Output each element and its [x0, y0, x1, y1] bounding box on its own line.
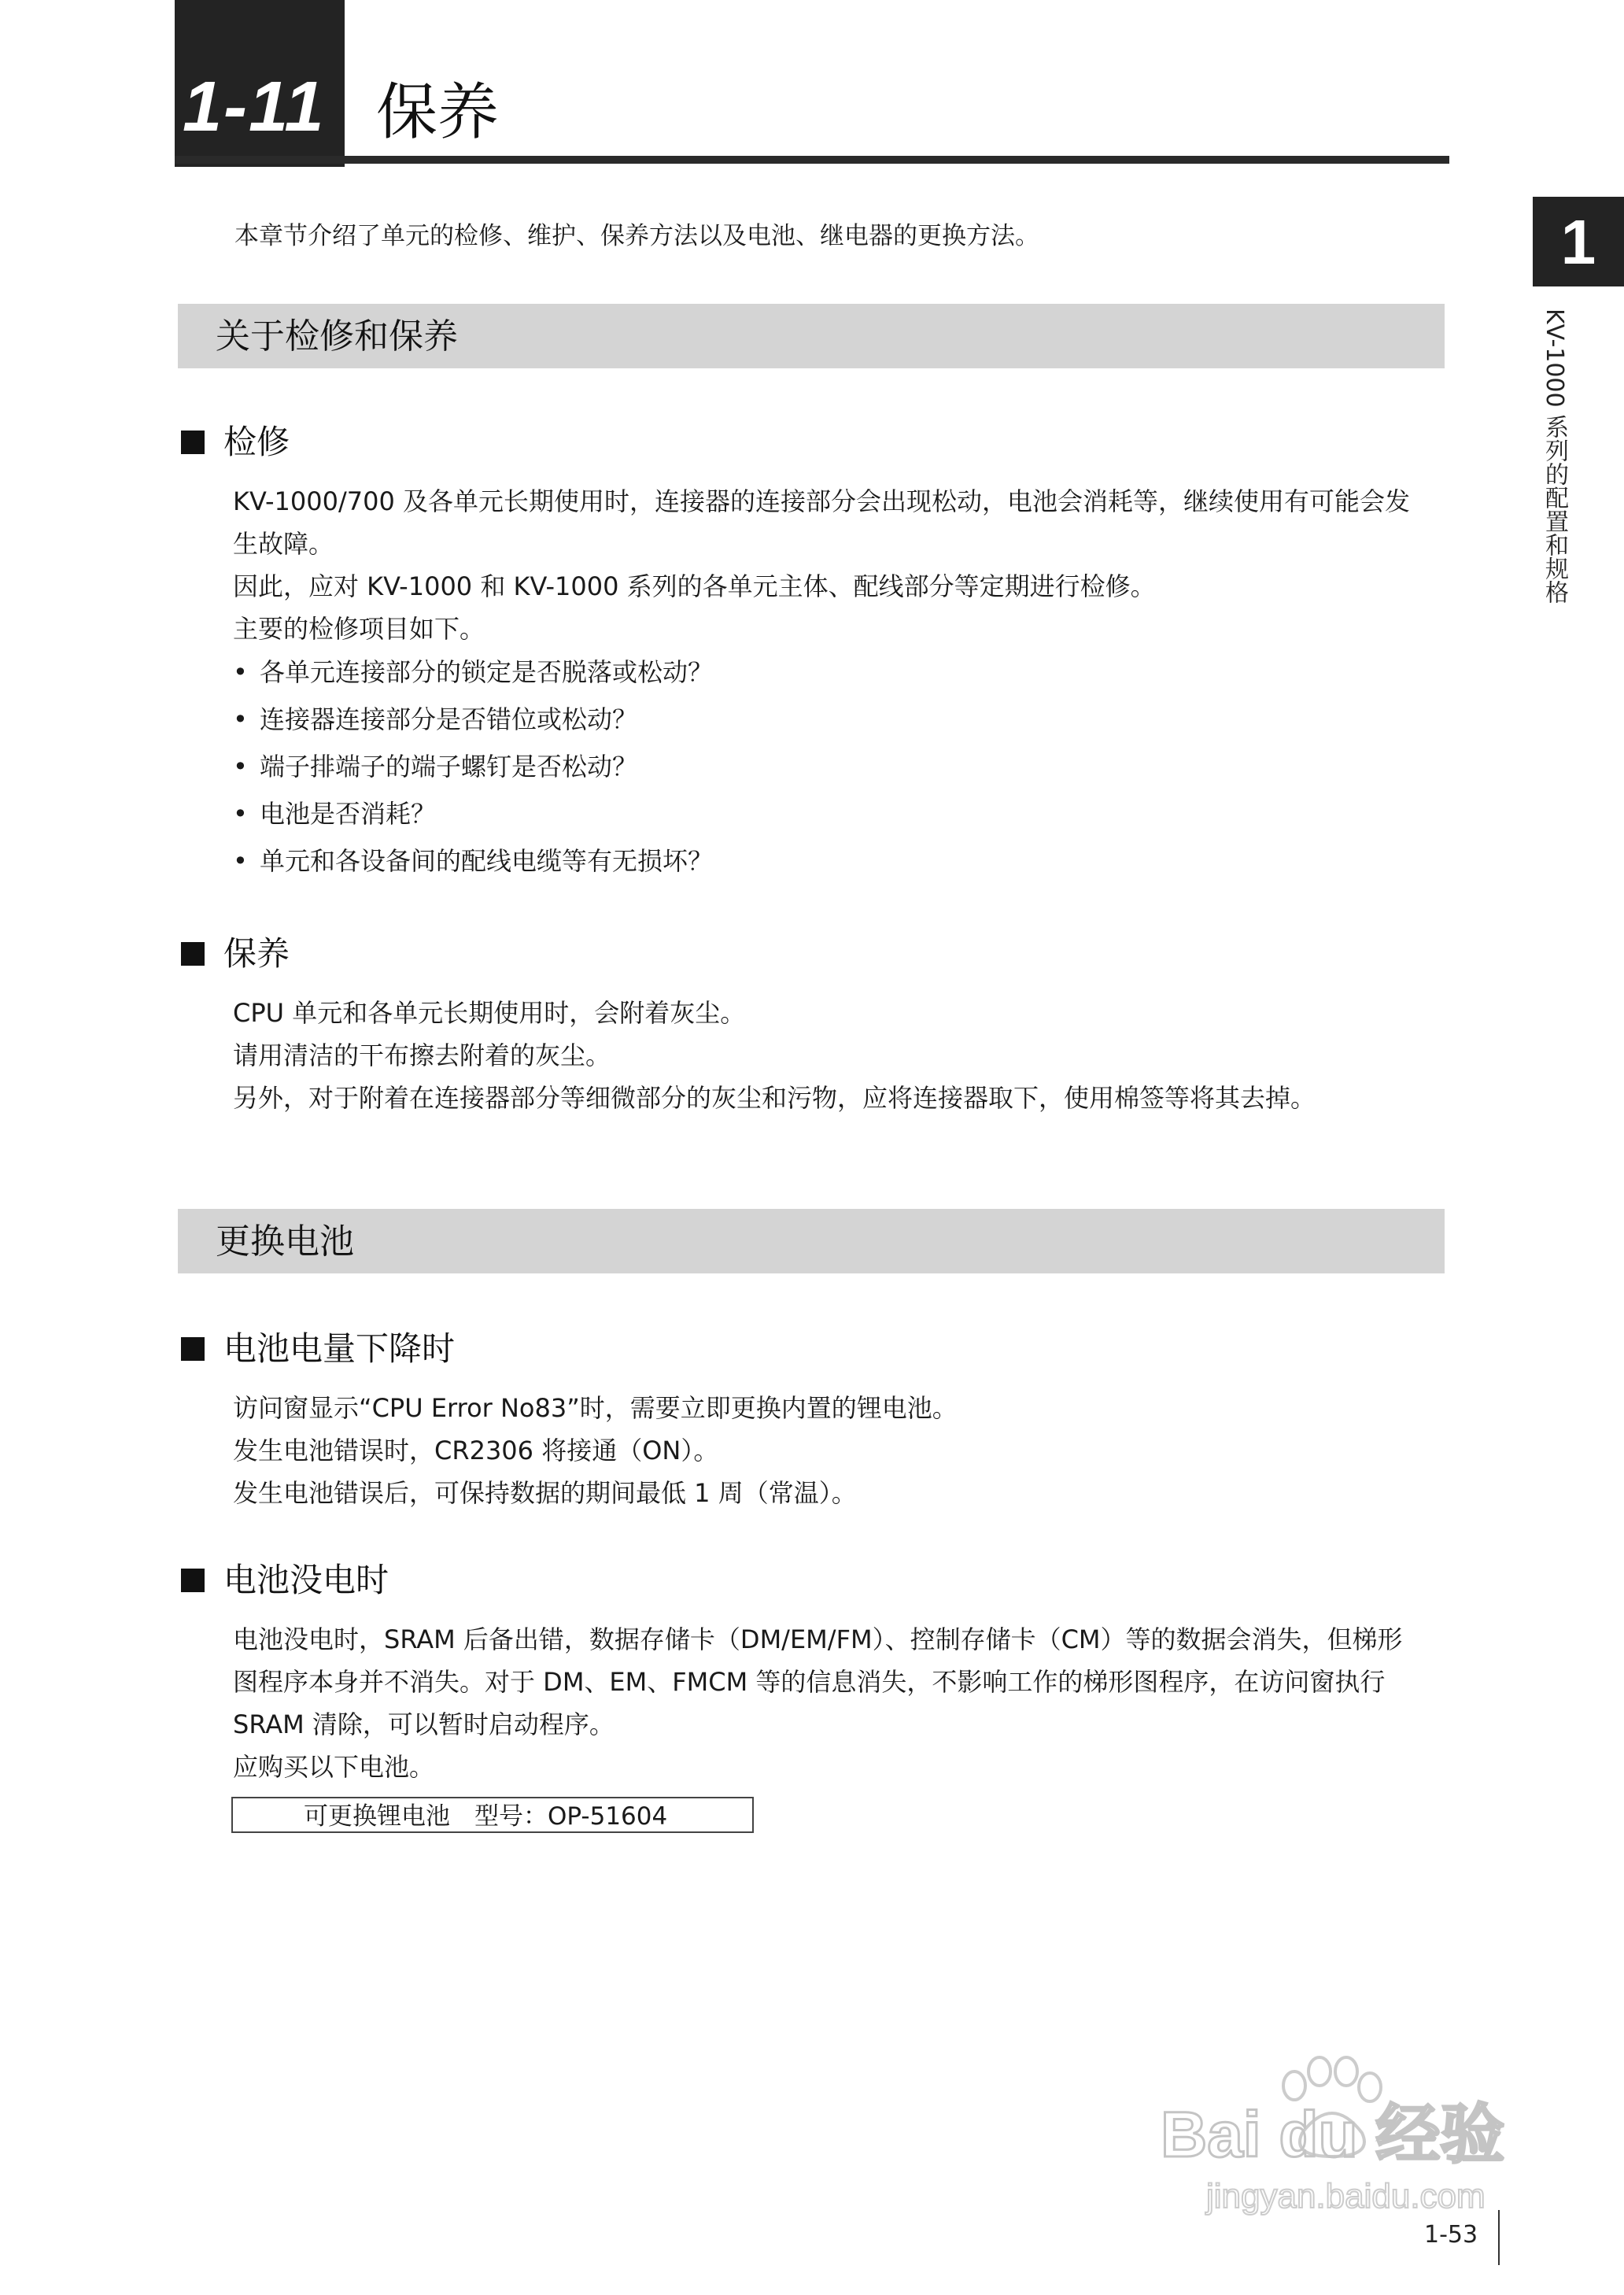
subheading-text: 检修 — [223, 423, 290, 461]
paragraph-line: 应购买以下电池。 — [233, 1752, 435, 1782]
subheading-inspection — [181, 422, 290, 463]
bullet-dot-icon: • — [233, 752, 248, 782]
low-battery-paragraphs — [233, 1387, 1452, 1514]
dead-battery-paragraphs — [233, 1618, 1452, 1788]
list-item: • 各单元连接部分的锁定是否脱落或松动？ — [233, 649, 1413, 696]
list-item: • 连接器连接部分是否错位或松动？ — [233, 696, 1413, 743]
side-tab-number: 1 — [1560, 207, 1596, 277]
inspection-paragraphs — [233, 480, 1452, 650]
paragraph-line: 生故障。 — [233, 529, 334, 559]
inspection-checklist — [233, 649, 1413, 885]
paragraph-line: 主要的检修项目如下。 — [233, 614, 485, 644]
paragraph-line: 图程序本身并不消失。对于 DM、EM、FMCM 等的信息消失，不影响工作的梯形图程序，在访问窗执行 — [233, 1667, 1386, 1697]
subheading-text: 保养 — [223, 934, 290, 973]
bullet-dot-icon: • — [233, 657, 248, 687]
intro-text: 本章节介绍了单元的检修、维护、保养方法以及电池、继电器的更换方法。 — [234, 222, 1039, 250]
square-bullet-icon — [181, 942, 205, 966]
chapter-number: 1-11 — [183, 68, 326, 146]
square-bullet-icon — [181, 431, 205, 454]
paragraph-line: 另外，对于附着在连接器部分等细微部分的灰尘和污物，应将连接器取下，使用棉签等将其去掉。 — [233, 1083, 1316, 1113]
watermark-url: jingyan.baidu.com — [1206, 2177, 1486, 2216]
watermark-brand: Bai du 经验 — [1161, 2099, 1505, 2171]
subheading-maintenance — [181, 933, 290, 974]
chapter-rule — [175, 156, 1449, 164]
list-item: • 单元和各设备间的配线电缆等有无损坏？ — [233, 837, 1413, 885]
square-bullet-icon — [181, 1337, 205, 1361]
paragraph-line: SRAM 清除，可以暂时启动程序。 — [233, 1709, 615, 1739]
bullet-dot-icon: • — [233, 846, 248, 876]
page-number-rule — [1498, 2210, 1500, 2265]
subheading-low-battery — [181, 1329, 455, 1369]
maintenance-paragraphs — [233, 992, 1452, 1119]
paragraph-line: 因此，应对 KV-1000 和 KV-1000 系列的各单元主体、配线部分等定期进行检修。 — [233, 571, 1156, 601]
page-number: 1-53 — [1424, 2221, 1478, 2249]
section-title: 更换电池 — [216, 1221, 354, 1262]
side-tab-label: KV-1000 系列的配置和规格 — [1541, 309, 1568, 604]
section-bar-battery-replacement — [178, 1209, 1445, 1273]
battery-model-box: 可更换锂电池 型号：OP-51604 — [231, 1797, 754, 1833]
list-item: • 端子排端子的端子螺钉是否松动？ — [233, 743, 1413, 790]
subheading-text: 电池没电时 — [223, 1561, 389, 1599]
bullet-dot-icon: • — [233, 799, 248, 829]
paragraph-line: 访问窗显示“CPU Error No83”时，需要立即更换内置的锂电池。 — [233, 1393, 958, 1423]
chapter-title: 保养 — [376, 77, 500, 148]
paragraph-line: 请用清洁的干布擦去附着的灰尘。 — [233, 1040, 611, 1070]
section-bar-inspection-maintenance — [178, 304, 1445, 368]
subheading-text: 电池电量下降时 — [223, 1329, 456, 1368]
square-bullet-icon — [181, 1569, 205, 1592]
bullet-dot-icon: • — [233, 704, 248, 734]
paragraph-line: 发生电池错误时，CR2306 将接通（ON）。 — [233, 1436, 719, 1465]
paragraph-line: CPU 单元和各单元长期使用时，会附着灰尘。 — [233, 998, 746, 1028]
list-item: • 电池是否消耗？ — [233, 790, 1413, 837]
section-title: 关于检修和保养 — [216, 316, 458, 357]
baidu-watermark — [1145, 2038, 1538, 2219]
subheading-dead-battery — [181, 1560, 389, 1601]
paragraph-line: 电池没电时，SRAM 后备出错，数据存储卡（DM/EM/FM）、控制存储卡（CM）等的数据会消失，但梯形 — [233, 1624, 1403, 1654]
paragraph-line: KV-1000/700 及各单元长期使用时，连接器的连接部分会出现松动，电池会消耗等，继续使用有可能会发 — [233, 486, 1411, 516]
paragraph-line: 发生电池错误后，可保持数据的期间最低 1 周（常温）。 — [233, 1478, 857, 1508]
